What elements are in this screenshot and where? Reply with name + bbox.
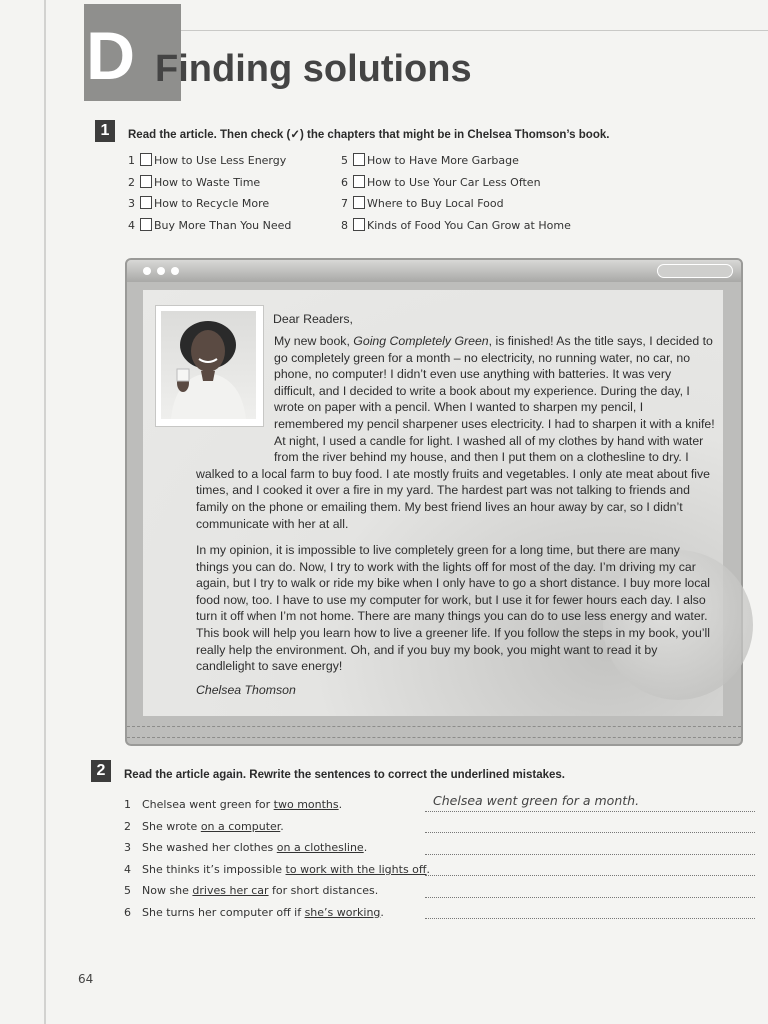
sentence-number: 3	[124, 841, 131, 854]
sentence-number: 2	[124, 820, 131, 833]
option-label: How to Use Less Energy	[154, 154, 287, 167]
option-label: How to Have More Garbage	[367, 154, 519, 167]
sentence-number: 1	[124, 798, 131, 811]
checkbox[interactable]	[140, 175, 152, 188]
sentence-text: She wrote	[142, 820, 201, 833]
chapter-option[interactable]	[128, 153, 286, 168]
answer-line[interactable]	[425, 810, 755, 812]
option-label: Buy More Than You Need	[154, 219, 292, 232]
option-number: 7	[341, 197, 348, 210]
letter-paragraph-2: In my opinion, it is impossible to live completely green for a long time, but there are many things you can do. Now, I try to work with the lights off for most of the day. I’m driving my car again, but I try to walk or ride my bike when I only have to go a short distance. I buy more local food now, too. I have to use my computer for work, but I use it for fewer hours each day. I also turn it off when I’m not home. There are many things you can do to use less energy and water. This book will help you learn how to live a greener life. If you follow the steps in my book, you’ll really help the environment. Oh, and if you buy my book, you might want to read it by candlelight to save energy!	[196, 543, 710, 674]
option-label: Kinds of Food You Can Grow at Home	[367, 219, 571, 232]
option-label: How to Recycle More	[154, 197, 270, 210]
option-number: 1	[128, 154, 135, 167]
rewrite-sentence	[124, 798, 342, 812]
rewrite-sentence	[124, 820, 284, 834]
sentence-text: Chelsea went green for	[142, 798, 274, 811]
underlined-mistake: to work with the lights off	[285, 863, 427, 876]
sentence-text: .	[280, 820, 284, 833]
option-label: How to Use Your Car Less Often	[367, 176, 541, 189]
photo-wrap-spacer	[196, 333, 274, 450]
letter-signature: Chelsea Thomson	[196, 683, 296, 697]
checkbox[interactable]	[353, 196, 365, 209]
sentence-text: .	[338, 798, 343, 811]
page-number: 64	[78, 972, 94, 986]
checkbox[interactable]	[353, 175, 365, 188]
browser-footer	[127, 726, 741, 738]
underlined-mistake: two months	[273, 798, 339, 811]
letter-greeting: Dear Readers,	[273, 312, 353, 326]
answer-line[interactable]	[425, 853, 755, 855]
browser-toolbar	[127, 260, 741, 282]
sentence-text: for short distances.	[268, 884, 379, 897]
page-title: Finding solutions	[155, 48, 472, 90]
exercise-2-instruction: Read the article again. Rewrite the sentences to correct the underlined mistakes.	[124, 769, 565, 781]
address-bar	[657, 264, 733, 278]
checkbox[interactable]	[140, 153, 152, 166]
sentence-text: .	[380, 906, 384, 919]
window-dot-icon	[157, 267, 165, 275]
page-margin-line	[44, 0, 46, 1024]
chapter-option[interactable]	[341, 175, 541, 190]
rewrite-sentence	[124, 841, 367, 855]
option-number: 6	[341, 176, 348, 189]
option-number: 5	[341, 154, 348, 167]
option-number: 2	[128, 176, 135, 189]
chapter-option[interactable]	[341, 218, 571, 233]
chapter-option[interactable]	[341, 153, 519, 168]
underlined-mistake: drives her car	[192, 884, 269, 897]
sentence-number: 4	[124, 863, 131, 876]
exercise-1-number: 1	[95, 120, 115, 142]
option-number: 8	[341, 219, 348, 232]
answer-line[interactable]	[425, 874, 755, 876]
checkbox[interactable]	[353, 153, 365, 166]
exercise-2-number: 2	[91, 760, 111, 782]
sample-answer: Chelsea went green for a month.	[433, 793, 640, 808]
letter-paragraph-1	[196, 333, 716, 532]
answer-line[interactable]	[425, 896, 755, 898]
underlined-mistake: she’s working	[304, 906, 381, 919]
window-dot-icon	[171, 267, 179, 275]
book-title: Going Completely Green	[353, 334, 489, 348]
answer-line[interactable]	[425, 831, 755, 833]
sentence-text: She washed her clothes	[142, 841, 277, 854]
rewrite-sentence	[124, 863, 430, 877]
section-letter: D	[86, 18, 136, 94]
checkbox[interactable]	[140, 218, 152, 231]
window-dot-icon	[143, 267, 151, 275]
sentence-text: .	[363, 841, 368, 854]
chapter-option[interactable]	[341, 196, 504, 211]
chapter-option[interactable]	[128, 175, 260, 190]
letter-p1-body: , is finished! As the title says, I decided to go completely green for a month – no electricity, no running water, no car, no phone, no computer! I didn’t even use anything with batteries. It was very difficult, and I decided to write a book about my experience. During the day, I wrote on paper with a pencil. When I wanted to sharpen my pencil, I remembered my pencil sharpener uses electricity. I had to sharpen it with a knife! At night, I used a candle for light. I washed all of my clothes by hand with water from the river behind my house, and then I put them on a clothesline to dry. I walked to a local farm to buy food. I ate mostly fruits and vegetables. I only ate meat about five times, and I cooked it over a fire in my yard. The hardest part was not talking to friends and family on the phone or emailing them. My best friend lives an hour away by car, so I didn’t communicate with her at all.	[196, 334, 715, 531]
chapter-option[interactable]	[128, 196, 269, 211]
underlined-mistake: on a computer	[200, 820, 281, 833]
option-label: Where to Buy Local Food	[367, 197, 504, 210]
sentence-number: 5	[124, 884, 131, 897]
sentence-text: She thinks it’s impossible	[142, 863, 286, 876]
letter-p1-intro: My new book,	[274, 334, 354, 348]
option-number: 3	[128, 197, 135, 210]
sentence-number: 6	[124, 906, 131, 919]
option-number: 4	[128, 219, 135, 232]
sentence-text: She turns her computer off if	[142, 906, 305, 919]
underlined-mistake: on a clothesline	[276, 841, 364, 854]
exercise-1-instruction: Read the article. Then check (✓) the chapters that might be in Chelsea Thomson’s book.	[128, 129, 610, 141]
answer-line[interactable]	[425, 917, 755, 919]
option-label: How to Waste Time	[154, 176, 261, 189]
sentence-text: Now she	[142, 884, 193, 897]
checkbox[interactable]	[353, 218, 365, 231]
sentence-text: .	[426, 863, 430, 876]
rewrite-sentence	[124, 884, 378, 898]
checkbox[interactable]	[140, 196, 152, 209]
chapter-option[interactable]	[128, 218, 291, 233]
header-rule	[180, 30, 768, 31]
rewrite-sentence	[124, 906, 384, 920]
